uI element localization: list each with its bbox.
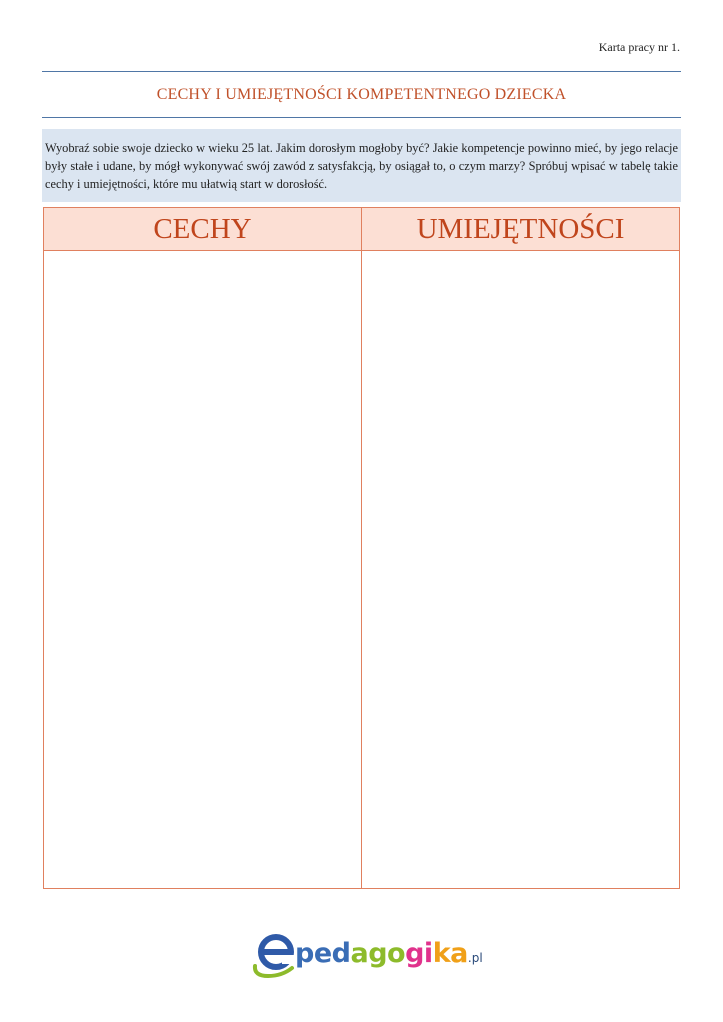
- skills-writing-area[interactable]: [362, 251, 680, 889]
- logo-letter: i: [423, 938, 433, 969]
- instructions-box: Wyobraź sobie swoje dziecko w wieku 25 lat. Jakim dorosłym mogłoby być? Jakie kompetencje powinno mieć, by jego relacje były stałe i udane, by mógł wykonywać swój zawód z satysfakcją, by osiągał to, o czym marzy? Spróbuj wpisać w tabelę takie cechy i umiejętności, które mu ułatwią start w dorosłość.: [42, 129, 681, 202]
- title-rule-top: [42, 71, 681, 72]
- logo-letter: k: [432, 938, 451, 969]
- worksheet-table: [43, 207, 680, 889]
- logo-letter: d: [331, 938, 351, 969]
- column-header-traits: CECHY: [44, 208, 362, 251]
- table-body-row: [44, 251, 680, 889]
- title-rule-bottom: [42, 117, 681, 118]
- table-header-row: [44, 208, 680, 251]
- document-title: CECHY I UMIEJĘTNOŚCI KOMPETENTNEGO DZIECKA: [156, 86, 567, 103]
- sheet-number: Karta pracy nr 1.: [598, 40, 680, 54]
- logo-wordmark: [295, 938, 483, 969]
- e-logo-icon: [252, 932, 298, 978]
- logo-letter: a: [450, 938, 468, 969]
- logo-letter: g: [368, 938, 388, 969]
- logo-domain-suffix: .pl: [467, 951, 483, 965]
- traits-writing-area[interactable]: [44, 251, 362, 889]
- column-header-skills: UMIEJĘTNOŚCI: [362, 208, 680, 251]
- logo-letter: a: [350, 938, 369, 969]
- logo-letter: p: [295, 938, 314, 969]
- epedagogika-logo[interactable]: [252, 932, 482, 980]
- logo-letter: o: [387, 938, 406, 969]
- logo-letter: e: [313, 938, 332, 969]
- logo-letter: g: [405, 938, 424, 969]
